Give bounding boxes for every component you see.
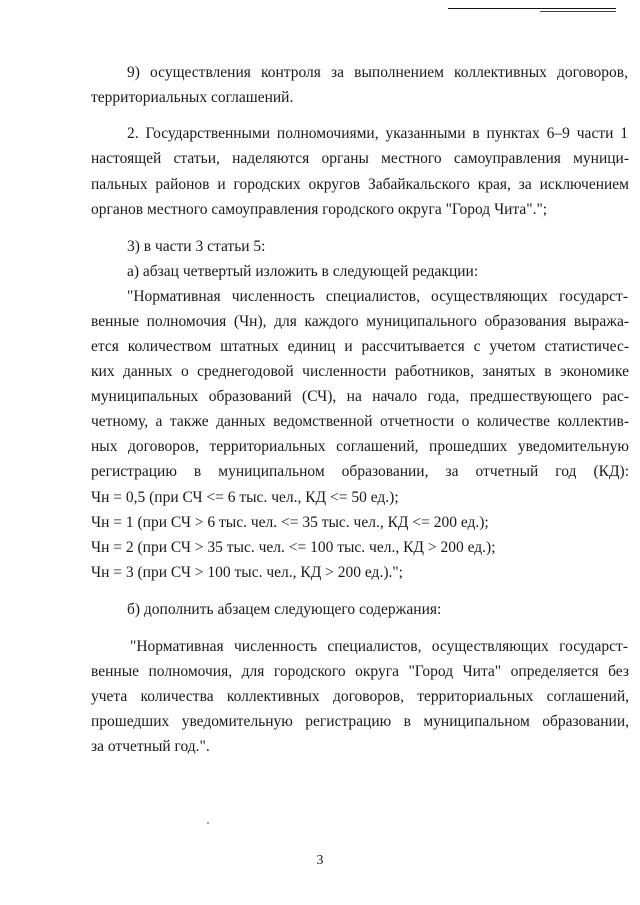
page-number: 3 (316, 853, 324, 868)
text-line: ких данных о среднегодовой численности работников, занятых в экономике (91, 363, 629, 380)
text-line: органов местного самоуправления городского округа "Город Чита"."; (91, 201, 548, 218)
text-line: территориальных соглашений. (91, 89, 294, 106)
scan-speck (207, 822, 209, 824)
text-line: венные полномочия, для городского округа "Город Чита" определяется без (91, 663, 629, 680)
text-line: б) дополнить абзацем следующего содержания: (127, 601, 442, 618)
text-line: пальных районов и городских округов Забайкальского края, за исключением (91, 176, 629, 193)
text-line: регистрацию в муниципальном образовании, за отчетный год (КД): (91, 463, 629, 480)
text-line: четному, а также данных ведомственной отчетности о количестве коллектив- (91, 413, 629, 430)
text-line: 9) осуществления контроля за выполнением коллективных договоров, (127, 64, 628, 81)
text-line: настоящей статьи, наделяются органы местного самоуправления муници- (91, 150, 629, 167)
text-line: ется количеством штатных единиц и рассчитывается с учетом статистичес- (91, 338, 629, 355)
text-line: за отчетный год.". (91, 738, 210, 755)
text-line: венные полномочия (Чн), для каждого муниципального образования выража- (91, 313, 629, 330)
text-line: муниципальных образований (СЧ), на начало года, предшествующего рас- (91, 388, 629, 405)
text-line: "Нормативная численность специалистов, осуществляющих государст- (127, 288, 628, 305)
text-line: 3) в части 3 статьи 5: (127, 238, 266, 255)
text-line: ных договоров, территориальных соглашений, прошедших уведомительную (91, 438, 629, 455)
formula-line: Чн = 2 (при СЧ > 35 тыс. чел. <= 100 тыс. чел., КД > 200 ед.); (91, 539, 496, 556)
text-line: прошедших уведомительную регистрацию в муниципальном образовании, (91, 713, 629, 730)
text-line: "Нормативная численность специалистов, осуществляющих государст- (130, 638, 628, 655)
formula-line: Чн = 1 (при СЧ > 6 тыс. чел. <= 35 тыс. чел., КД <= 200 ед.); (91, 514, 489, 531)
formula-line: Чн = 3 (при СЧ > 100 тыс. чел., КД > 200 ед.)."; (91, 564, 403, 581)
text-line: а) абзац четвертый изложить в следующей редакции: (127, 263, 479, 280)
formula-line: Чн = 0,5 (при СЧ <= 6 тыс. чел., КД <= 50 ед.); (91, 489, 399, 506)
top-rule-secondary (540, 11, 616, 12)
top-rule (448, 8, 616, 9)
text-line: учета количества коллективных договоров, территориальных соглашений, (91, 688, 629, 705)
text-line: 2. Государственными полномочиями, указанными в пунктах 6–9 части 1 (127, 125, 628, 142)
